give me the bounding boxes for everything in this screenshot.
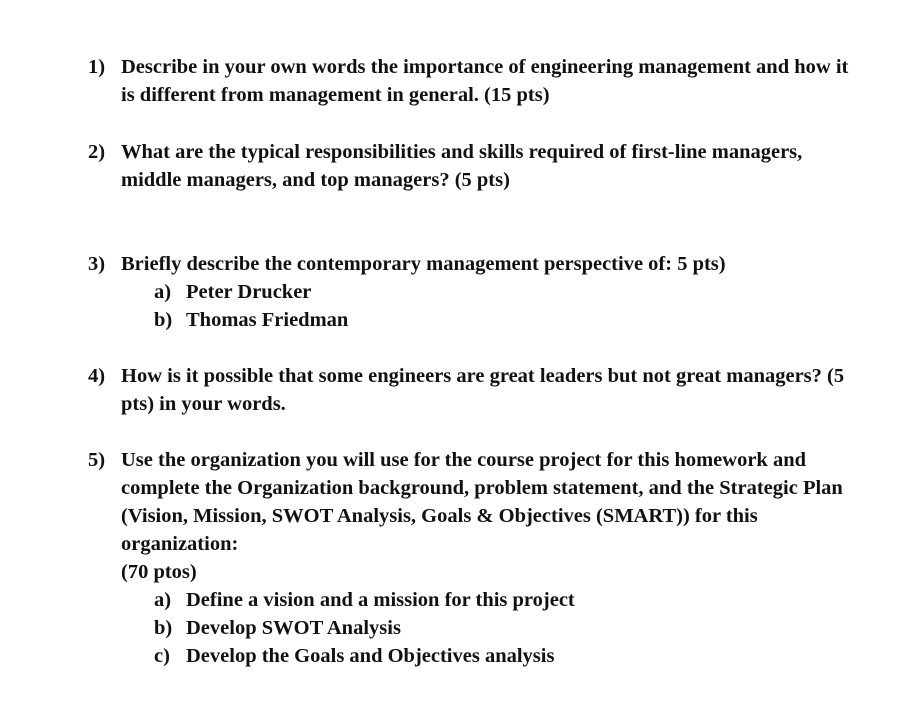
- question-text: [121, 138, 888, 194]
- question-line: (Vision, Mission, SWOT Analysis, Goals & Objectives (SMART)) for this: [121, 505, 758, 527]
- sub-item-letter: b): [154, 309, 173, 331]
- sub-item-c: [154, 642, 888, 670]
- question-line: Use the organization you will use for the course project for this homework and: [121, 449, 806, 471]
- sub-item-text: Thomas Friedman: [186, 309, 349, 331]
- question-line: How is it possible that some engineers are great leaders but not great managers? (5: [121, 365, 845, 387]
- question-text: [121, 250, 888, 334]
- question-line: What are the typical responsibilities and skills required of first-line managers,: [121, 141, 803, 163]
- sub-item-a: [154, 586, 888, 614]
- question-number: 1): [88, 56, 106, 78]
- question-line: middle managers, and top managers? (5 pts): [121, 169, 510, 191]
- question-text: [121, 446, 888, 670]
- question-3: [88, 250, 888, 334]
- question-line: Describe in your own words the importance of engineering management and how it: [121, 56, 849, 78]
- question-5: [88, 446, 888, 670]
- question-4: [88, 362, 888, 418]
- question-line: organization:: [121, 533, 239, 555]
- question-text: [121, 53, 888, 109]
- sub-item-letter: b): [154, 617, 173, 639]
- sub-item-text: Develop the Goals and Objectives analysis: [186, 645, 555, 667]
- question-2: [88, 138, 888, 194]
- question-line: is different from management in general. (15 pts): [121, 84, 550, 106]
- sub-item-text: Peter Drucker: [186, 281, 312, 303]
- question-line: pts) in your words.: [121, 393, 286, 415]
- question-line: complete the Organization background, problem statement, and the Strategic Plan: [121, 477, 843, 499]
- sub-item-letter: c): [154, 645, 170, 667]
- question-number: 2): [88, 141, 106, 163]
- question-number: 3): [88, 253, 106, 275]
- question-line: Briefly describe the contemporary management perspective of: 5 pts): [121, 253, 726, 275]
- question-1: [88, 53, 888, 109]
- sub-item-a: [154, 278, 888, 306]
- question-number: 4): [88, 365, 106, 387]
- question-text: [121, 362, 888, 418]
- question-number: 5): [88, 449, 106, 471]
- sub-item-letter: a): [154, 589, 172, 611]
- sub-item-letter: a): [154, 281, 172, 303]
- sub-item-b: [154, 614, 888, 642]
- sub-item-b: [154, 306, 888, 334]
- sub-item-text: Define a vision and a mission for this project: [186, 589, 575, 611]
- question-points: (70 ptos): [121, 561, 197, 583]
- sub-item-text: Develop SWOT Analysis: [186, 617, 401, 639]
